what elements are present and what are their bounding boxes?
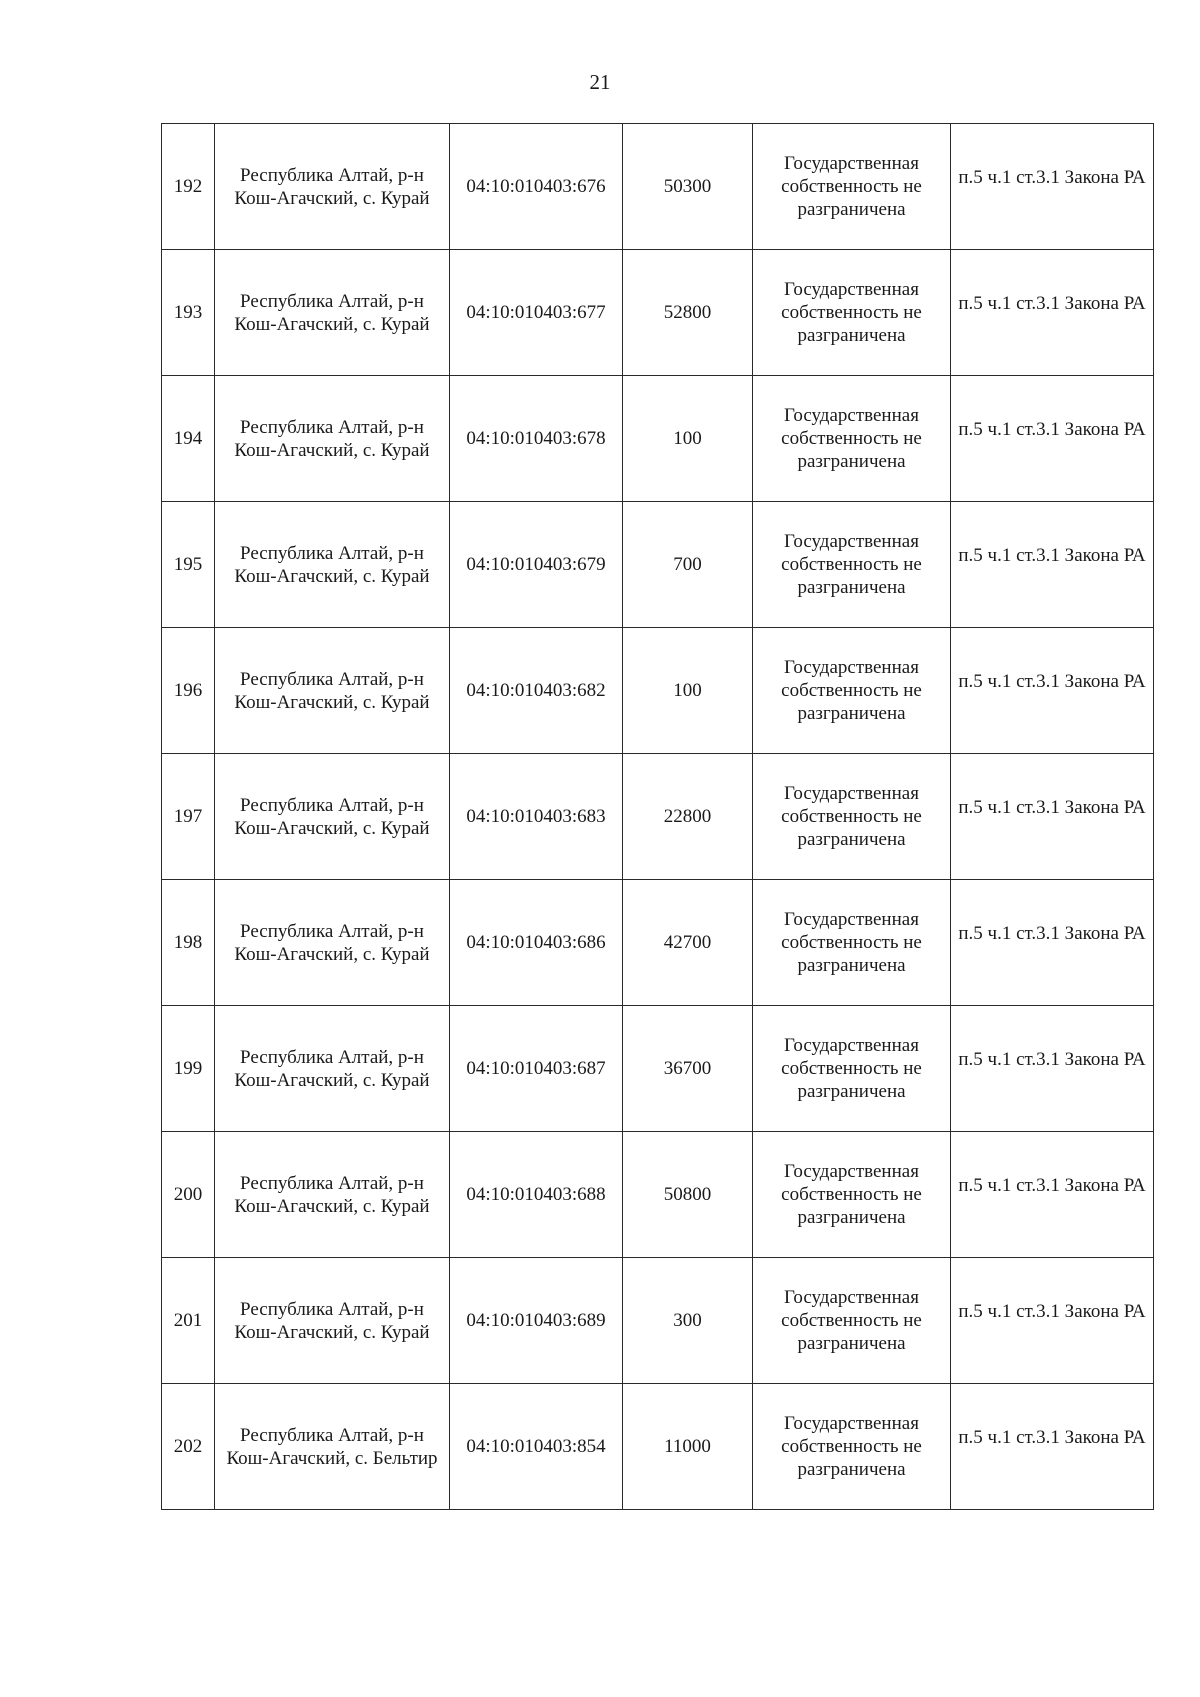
table-row [162,628,1154,754]
row-number: 202 [162,1384,215,1510]
ownership-cell: Государственная собственность не разграничена [753,124,951,250]
row-number: 195 [162,502,215,628]
cadastral-number-cell: 04:10:010403:689 [450,1258,623,1384]
address-cell: Республика Алтай, р-н Кош-Агачский, с. Курай [215,124,450,250]
area-cell: 11000 [623,1384,753,1510]
table-row [162,124,1154,250]
table-row [162,502,1154,628]
cadastral-number-cell: 04:10:010403:686 [450,880,623,1006]
table-row [162,754,1154,880]
row-number: 197 [162,754,215,880]
cadastral-number-cell: 04:10:010403:854 [450,1384,623,1510]
legal-basis-cell: п.5 ч.1 ст.3.1 Закона РА [951,502,1154,628]
area-cell: 300 [623,1258,753,1384]
area-cell: 100 [623,376,753,502]
cadastral-number-cell: 04:10:010403:678 [450,376,623,502]
area-cell: 22800 [623,754,753,880]
ownership-cell: Государственная собственность не разграничена [753,628,951,754]
legal-basis-cell: п.5 ч.1 ст.3.1 Закона РА [951,628,1154,754]
legal-basis-cell: п.5 ч.1 ст.3.1 Закона РА [951,1006,1154,1132]
row-number: 192 [162,124,215,250]
area-cell: 42700 [623,880,753,1006]
cadastral-number-cell: 04:10:010403:682 [450,628,623,754]
address-cell: Республика Алтай, р-н Кош-Агачский, с. Курай [215,1258,450,1384]
address-cell: Республика Алтай, р-н Кош-Агачский, с. Бельтир [215,1384,450,1510]
ownership-cell: Государственная собственность не разграничена [753,1132,951,1258]
ownership-cell: Государственная собственность не разграничена [753,880,951,1006]
row-number: 193 [162,250,215,376]
address-cell: Республика Алтай, р-н Кош-Агачский, с. Курай [215,376,450,502]
area-cell: 700 [623,502,753,628]
row-number: 196 [162,628,215,754]
ownership-cell: Государственная собственность не разграничена [753,502,951,628]
table-row [162,250,1154,376]
legal-basis-cell: п.5 ч.1 ст.3.1 Закона РА [951,1384,1154,1510]
address-cell: Республика Алтай, р-н Кош-Агачский, с. Курай [215,880,450,1006]
ownership-cell: Государственная собственность не разграничена [753,1006,951,1132]
page-number: 21 [589,70,611,94]
table-row [162,1006,1154,1132]
cadastral-number-cell: 04:10:010403:688 [450,1132,623,1258]
row-number: 198 [162,880,215,1006]
row-number: 199 [162,1006,215,1132]
address-cell: Республика Алтай, р-н Кош-Агачский, с. Курай [215,1006,450,1132]
ownership-cell: Государственная собственность не разграничена [753,1384,951,1510]
table-row [162,880,1154,1006]
cadastral-number-cell: 04:10:010403:679 [450,502,623,628]
area-cell: 50300 [623,124,753,250]
legal-basis-cell: п.5 ч.1 ст.3.1 Закона РА [951,250,1154,376]
cadastral-number-cell: 04:10:010403:676 [450,124,623,250]
area-cell: 36700 [623,1006,753,1132]
address-cell: Республика Алтай, р-н Кош-Агачский, с. Курай [215,502,450,628]
row-number: 194 [162,376,215,502]
area-cell: 50800 [623,1132,753,1258]
cadastral-number-cell: 04:10:010403:677 [450,250,623,376]
table-row [162,376,1154,502]
address-cell: Республика Алтай, р-н Кош-Агачский, с. Курай [215,250,450,376]
ownership-cell: Государственная собственность не разграничена [753,754,951,880]
address-cell: Республика Алтай, р-н Кош-Агачский, с. Курай [215,754,450,880]
address-cell: Республика Алтай, р-н Кош-Агачский, с. Курай [215,1132,450,1258]
legal-basis-cell: п.5 ч.1 ст.3.1 Закона РА [951,124,1154,250]
legal-basis-cell: п.5 ч.1 ст.3.1 Закона РА [951,376,1154,502]
ownership-cell: Государственная собственность не разграничена [753,250,951,376]
area-cell: 52800 [623,250,753,376]
ownership-cell: Государственная собственность не разграничена [753,1258,951,1384]
row-number: 200 [162,1132,215,1258]
legal-basis-cell: п.5 ч.1 ст.3.1 Закона РА [951,754,1154,880]
row-number: 201 [162,1258,215,1384]
legal-basis-cell: п.5 ч.1 ст.3.1 Закона РА [951,880,1154,1006]
area-cell: 100 [623,628,753,754]
table-row [162,1132,1154,1258]
table-body [162,124,1154,1510]
table-row [162,1384,1154,1510]
legal-basis-cell: п.5 ч.1 ст.3.1 Закона РА [951,1258,1154,1384]
ownership-cell: Государственная собственность не разграничена [753,376,951,502]
address-cell: Республика Алтай, р-н Кош-Агачский, с. Курай [215,628,450,754]
land-plots-table [161,123,1154,1510]
table-row [162,1258,1154,1384]
cadastral-number-cell: 04:10:010403:683 [450,754,623,880]
cadastral-number-cell: 04:10:010403:687 [450,1006,623,1132]
legal-basis-cell: п.5 ч.1 ст.3.1 Закона РА [951,1132,1154,1258]
